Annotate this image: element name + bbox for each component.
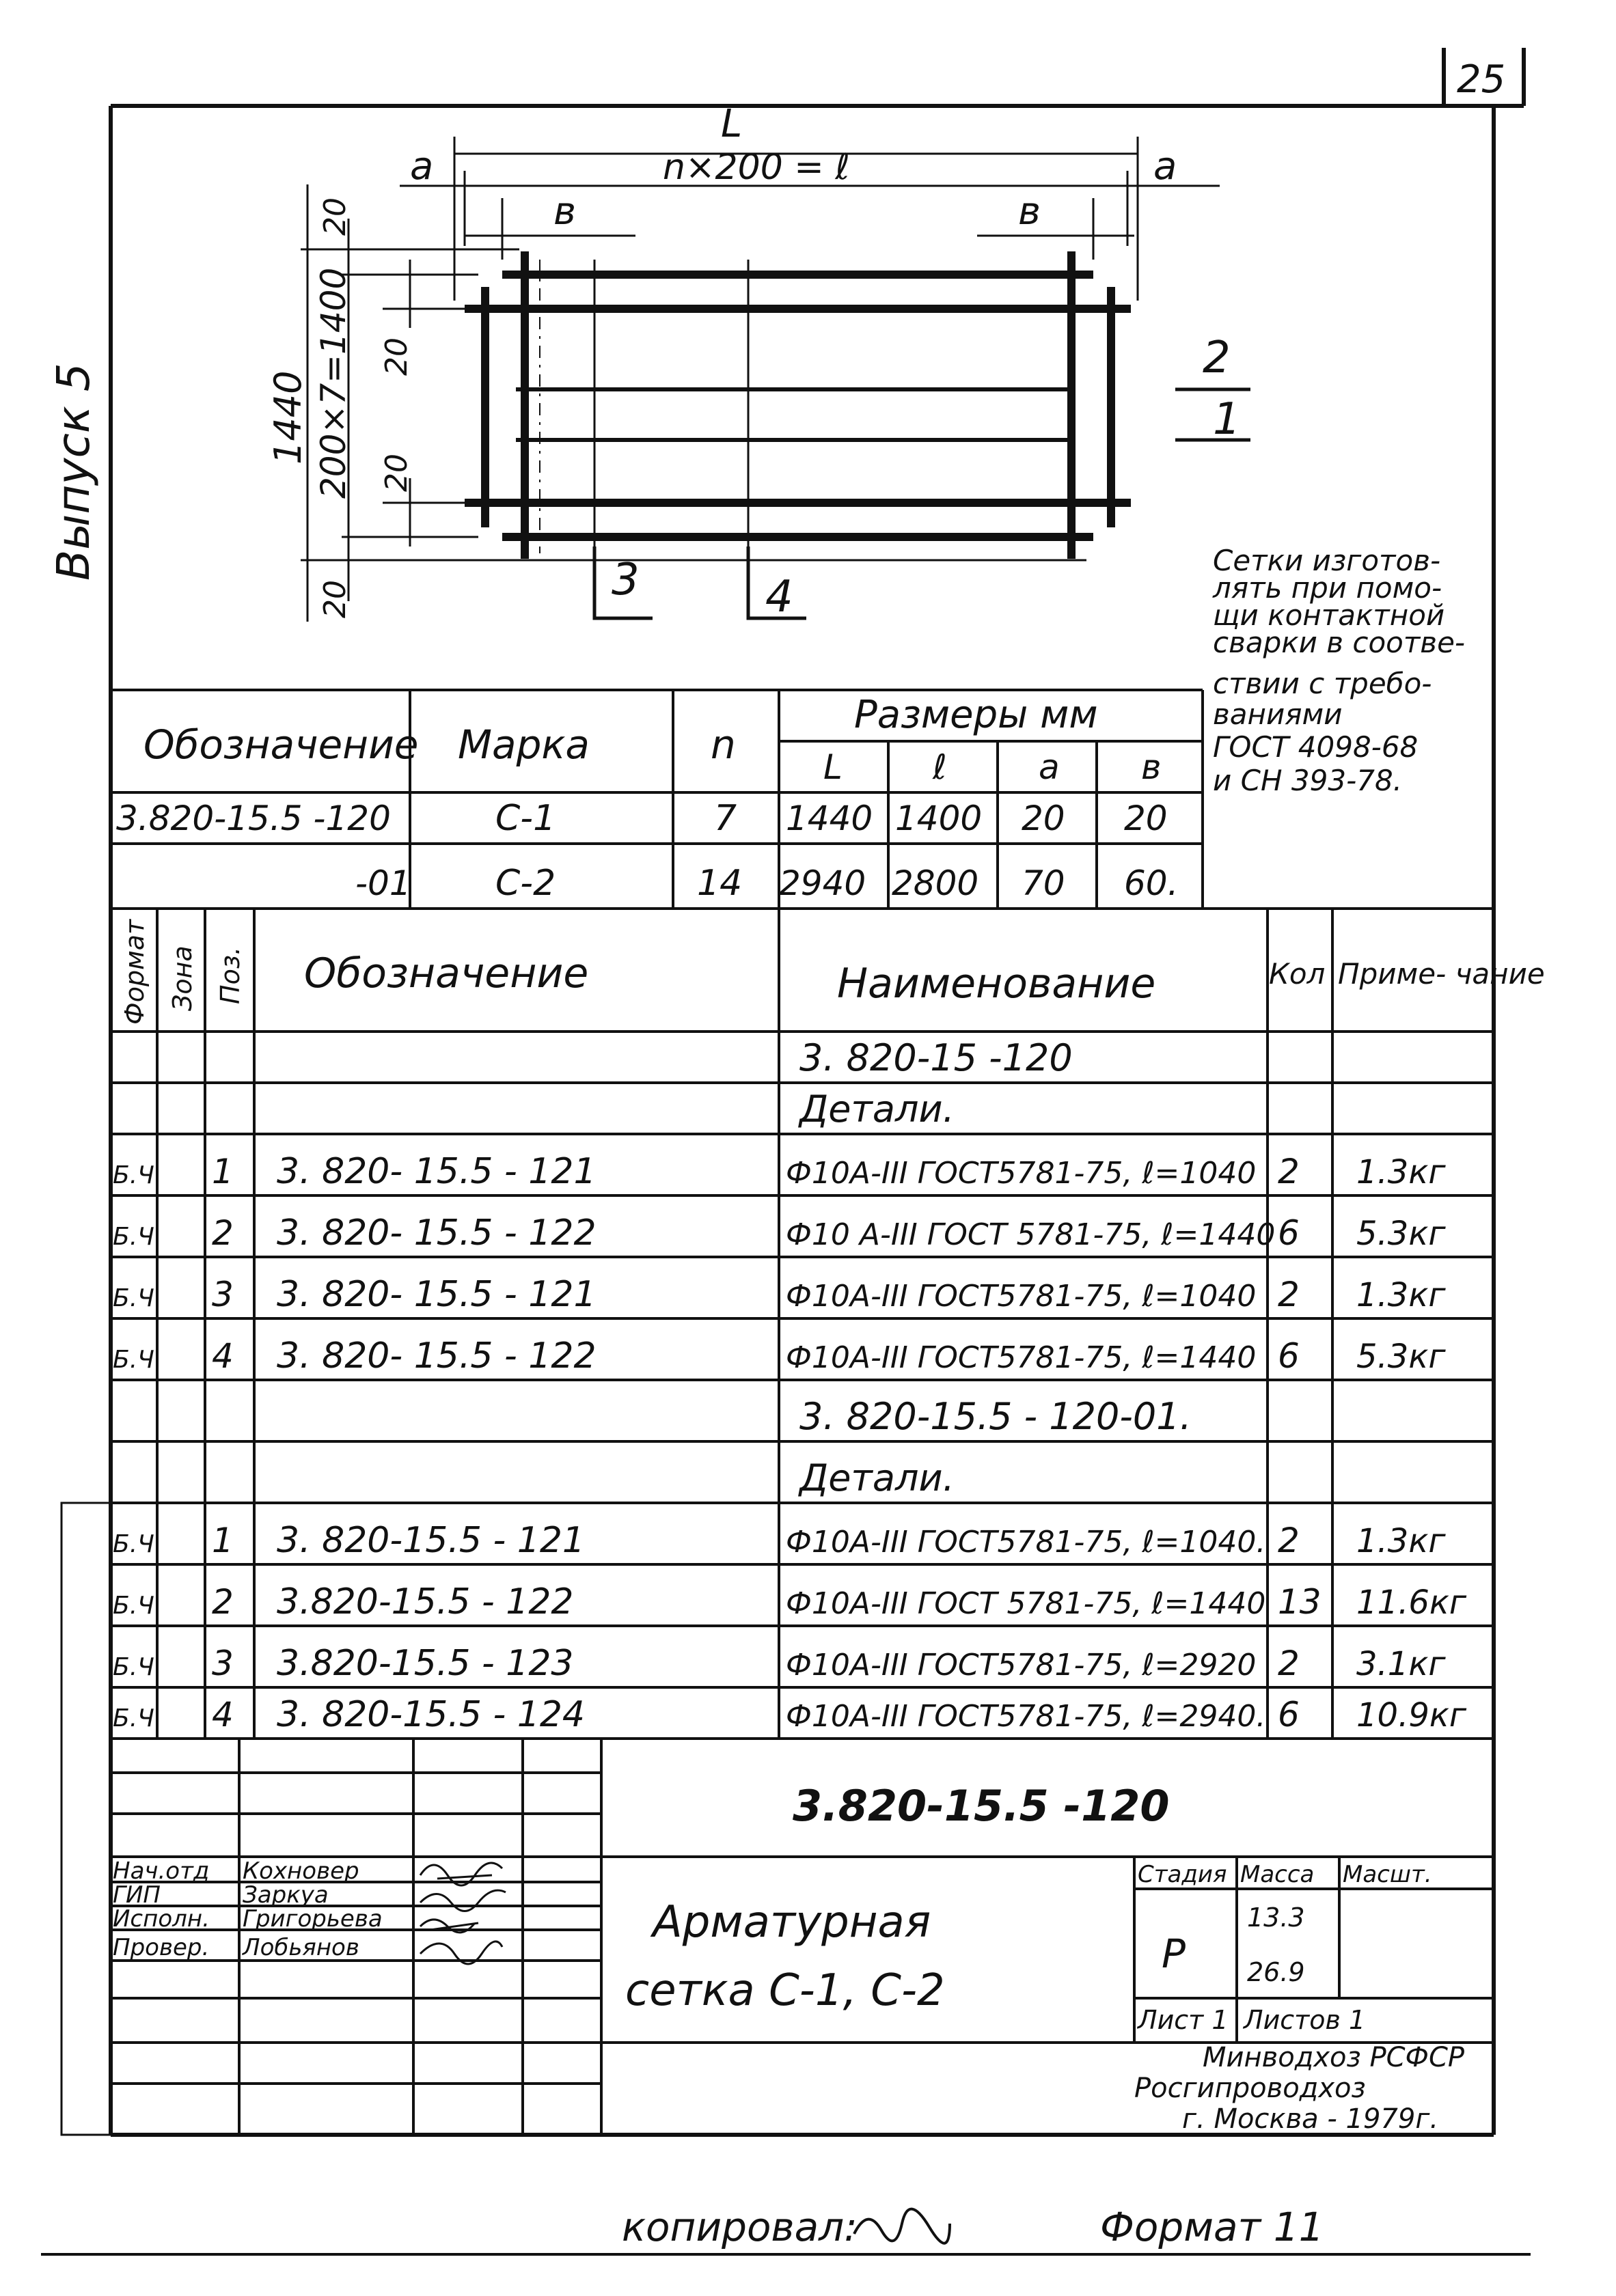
format-label: Формат 11 — [1100, 2204, 1324, 2250]
spec-cell-name: Ф10А-III ГОСТ5781-75, ℓ=2920 — [786, 1648, 1257, 1683]
dim-a-right: a — [1153, 144, 1177, 189]
spec-cell-note: 1.3кг — [1356, 1522, 1446, 1560]
marks-table — [116, 693, 1179, 904]
marks-header-designation: Обозначение — [143, 721, 419, 768]
spec-header-name: Наименование — [837, 960, 1156, 1008]
spec-cell-pos: 4 — [212, 1336, 234, 1376]
note-line: ГОСТ 4098-68 — [1213, 730, 1419, 764]
spec-cell-designation: 3. 820- 15.5 - 122 — [277, 1336, 597, 1377]
marks-header-l: ℓ — [933, 747, 947, 787]
spec-header-pos: Поз. — [215, 946, 245, 1004]
person-name: Лобьянов — [243, 1934, 359, 1961]
dim-20-bottom: 20 — [318, 580, 353, 618]
spec-cell-designation: 3. 820-15.5 - 124 — [277, 1694, 586, 1735]
spec-cell-pos: 3 — [212, 1275, 234, 1314]
spec-cell-qty: 6 — [1278, 1213, 1300, 1253]
spec-table — [120, 918, 1545, 1025]
spec-cell-name: Ф10А-III ГОСТ5781-75, ℓ=1440 — [786, 1340, 1257, 1375]
marks-header-sizes: Размеры мм — [854, 693, 1098, 737]
spec-cell-qty: 6 — [1278, 1695, 1300, 1734]
spec-cell-name: Детали. — [799, 1088, 955, 1131]
spec-cell-name: Ф10А-III ГОСТ5781-75, ℓ=1040 — [786, 1279, 1257, 1314]
marks-header-b: в — [1141, 747, 1162, 787]
spec-cell-note: 3.1кг — [1356, 1645, 1446, 1683]
longitudinal-bars — [465, 275, 1131, 537]
dim-1440: 1440 — [266, 370, 310, 465]
marks-row-designation: 3.820-15.5 -120 — [116, 799, 391, 838]
marks-header-a: a — [1039, 747, 1060, 787]
mass-value-1: 13.3 — [1247, 1903, 1305, 1933]
spec-cell-name: 3. 820-15 -120 — [799, 1036, 1073, 1079]
note-line: Сетки изготов- — [1213, 544, 1441, 577]
doc-number: 3.820-15.5 -120 — [793, 1781, 1170, 1831]
spec-cell-name: Детали. — [799, 1456, 955, 1499]
marks-header-n: n — [711, 721, 736, 768]
spec-cell-name: Ф10 А-III ГОСТ 5781-75, ℓ=1440 — [786, 1217, 1276, 1252]
person-name: Кохновер — [243, 1857, 359, 1885]
marks-row-n: 7 — [714, 798, 737, 839]
spec-cell-qty: 2 — [1278, 1275, 1300, 1314]
person-name: Григорьева — [243, 1905, 383, 1933]
welding-note — [1212, 544, 1465, 797]
spec-cell-format: Б.Ч — [113, 1346, 154, 1374]
marks-header-mark: Марка — [458, 721, 590, 768]
spec-cell-note: 11.6кг — [1356, 1583, 1467, 1622]
note-line: лять при помо- — [1213, 571, 1442, 605]
spec-cell-format: Б.Ч — [113, 1530, 154, 1558]
middle-bars — [516, 389, 1073, 440]
callout-4: 4 — [765, 572, 793, 622]
dim-b-right: в — [1018, 189, 1041, 234]
role-label: Провер. — [113, 1934, 210, 1961]
marks-row-mark: С-1 — [495, 798, 556, 839]
note-line: ваниями — [1213, 697, 1343, 731]
sheet-label: Лист 1 — [1138, 2005, 1229, 2035]
dim-a-left: a — [410, 144, 434, 189]
spec-cell-designation: 3. 820-15.5 - 121 — [277, 1520, 586, 1561]
scale-label: Масшт. — [1343, 1861, 1432, 1888]
spec-cell-pos: 4 — [212, 1695, 234, 1734]
marks-row-b: 60. — [1124, 863, 1179, 903]
spec-cell-name: Ф10А-III ГОСТ5781-75, ℓ=1040 — [786, 1156, 1257, 1191]
spec-header-zone: Зона — [167, 945, 197, 1011]
org-line: Минводхоз РСФСР — [1203, 2042, 1465, 2073]
spec-cell-qty: 2 — [1278, 1644, 1300, 1683]
sheet-number: 25 — [1457, 57, 1506, 102]
callout-3: 3 — [612, 555, 640, 605]
spec-cell-designation: 3. 820- 15.5 - 122 — [277, 1213, 597, 1254]
spec-cell-note: 5.3кг — [1356, 1338, 1446, 1376]
org-line: Росгипроводхоз — [1134, 2073, 1366, 2104]
spec-cell-name: Ф10А-III ГОСТ5781-75, ℓ=2940. — [786, 1699, 1266, 1734]
spec-cell-qty: 13 — [1278, 1582, 1321, 1622]
spec-cell-format: Б.Ч — [113, 1653, 154, 1681]
org-line: г. Москва - 1979г. — [1182, 2103, 1439, 2135]
left-dimensions — [301, 184, 1086, 622]
transverse-bars — [485, 251, 1111, 559]
spec-cell-designation: 3. 820- 15.5 - 121 — [277, 1151, 597, 1192]
spec-cell-note: 10.9кг — [1356, 1696, 1467, 1734]
spec-cell-designation: 3. 820- 15.5 - 121 — [277, 1274, 597, 1315]
marks-row-n: 14 — [697, 863, 743, 904]
signatures — [420, 1863, 506, 1964]
spec-cell-note: 1.3кг — [1356, 1276, 1446, 1314]
spec-cell-format: Б.Ч — [113, 1592, 154, 1620]
note-line: сварки в соотвe- — [1213, 626, 1466, 659]
marks-row-b: 20 — [1124, 799, 1168, 838]
spec-cell-name: 3. 820-15.5 - 120-01. — [799, 1395, 1192, 1438]
copier-signature — [854, 2209, 950, 2243]
stage-label: Стадия — [1138, 1861, 1227, 1888]
note-line: ствии с требо- — [1213, 667, 1432, 700]
side-label: Выпуск 5 — [47, 363, 100, 581]
role-label: Нач.отд — [113, 1857, 210, 1885]
title-line-2: сетка С-1, С-2 — [625, 1965, 945, 2016]
dim-nx200: n×200 = ℓ — [663, 147, 850, 188]
marks-row-L: 2940 — [779, 863, 866, 903]
marks-header-L: L — [823, 747, 843, 787]
role-label: Исполн. — [113, 1905, 210, 1933]
dim-L: L — [721, 102, 743, 146]
spec-cell-pos: 1 — [212, 1521, 234, 1560]
spec-cell-qty: 2 — [1278, 1521, 1300, 1560]
spec-header-note: Приме- чание — [1338, 957, 1545, 991]
marks-row-a: 70 — [1022, 863, 1065, 903]
marks-row-L: 1440 — [786, 799, 873, 838]
marks-row-l: 1400 — [895, 799, 983, 838]
spec-cell-format: Б.Ч — [113, 1161, 154, 1189]
spec-cell-name: Ф10А-III ГОСТ5781-75, ℓ=1040. — [786, 1525, 1266, 1560]
dim-20-a: 20 — [379, 337, 414, 376]
margin-bracket — [61, 1503, 111, 2135]
note-line: щи контактной — [1213, 598, 1445, 632]
mass-label: Масса — [1240, 1861, 1315, 1888]
spec-header-qty: Кол — [1269, 957, 1326, 991]
spec-cell-qty: 6 — [1278, 1336, 1300, 1376]
marks-row-a: 20 — [1022, 799, 1065, 838]
spec-cell-pos: 2 — [212, 1213, 234, 1253]
spec-cell-note: 1.3кг — [1356, 1153, 1446, 1191]
copied-label: копировал: — [622, 2204, 858, 2250]
spec-cell-pos: 2 — [212, 1582, 234, 1622]
spec-cell-designation: 3.820-15.5 - 122 — [277, 1581, 574, 1622]
spec-cell-pos: 1 — [212, 1152, 234, 1191]
role-label: ГИП — [113, 1881, 161, 1909]
spec-cell-format: Б.Ч — [113, 1704, 154, 1732]
spec-cell-qty: 2 — [1278, 1152, 1300, 1191]
person-name: Заркуа — [243, 1881, 329, 1909]
dim-b-left: в — [553, 189, 577, 234]
sheets-label: Листов 1 — [1244, 2005, 1366, 2035]
marks-row-l: 2800 — [892, 863, 979, 903]
spec-rows — [113, 1036, 1467, 1735]
spec-cell-pos: 3 — [212, 1644, 234, 1683]
dim-20-top: 20 — [318, 197, 353, 236]
dim-20-b: 20 — [379, 454, 414, 492]
stage-value: Р — [1162, 1931, 1186, 1977]
spec-cell-format: Б.Ч — [113, 1284, 154, 1312]
spec-cell-note: 5.3кг — [1356, 1215, 1446, 1253]
mass-value-2: 26.9 — [1247, 1957, 1305, 1987]
callout-2: 2 — [1203, 333, 1231, 383]
spec-header-designation: Обозначение — [304, 950, 589, 997]
marks-row-designation: -01 — [355, 863, 411, 903]
spec-cell-designation: 3.820-15.5 - 123 — [277, 1643, 574, 1684]
spec-cell-name: Ф10А-III ГОСТ 5781-75, ℓ=1440 — [786, 1586, 1266, 1621]
title-block — [113, 1781, 1465, 2135]
spec-header-format: Формат — [120, 919, 150, 1025]
marks-row-mark: С-2 — [495, 863, 556, 904]
callout-1: 1 — [1213, 394, 1241, 445]
spec-cell-format: Б.Ч — [113, 1223, 154, 1251]
note-line: и СН 393-78. — [1213, 764, 1403, 797]
dim-200x7: 200×7=1400 — [314, 267, 353, 499]
title-line-1: Арматурная — [653, 1897, 931, 1948]
mesh-drawing — [266, 102, 1250, 622]
